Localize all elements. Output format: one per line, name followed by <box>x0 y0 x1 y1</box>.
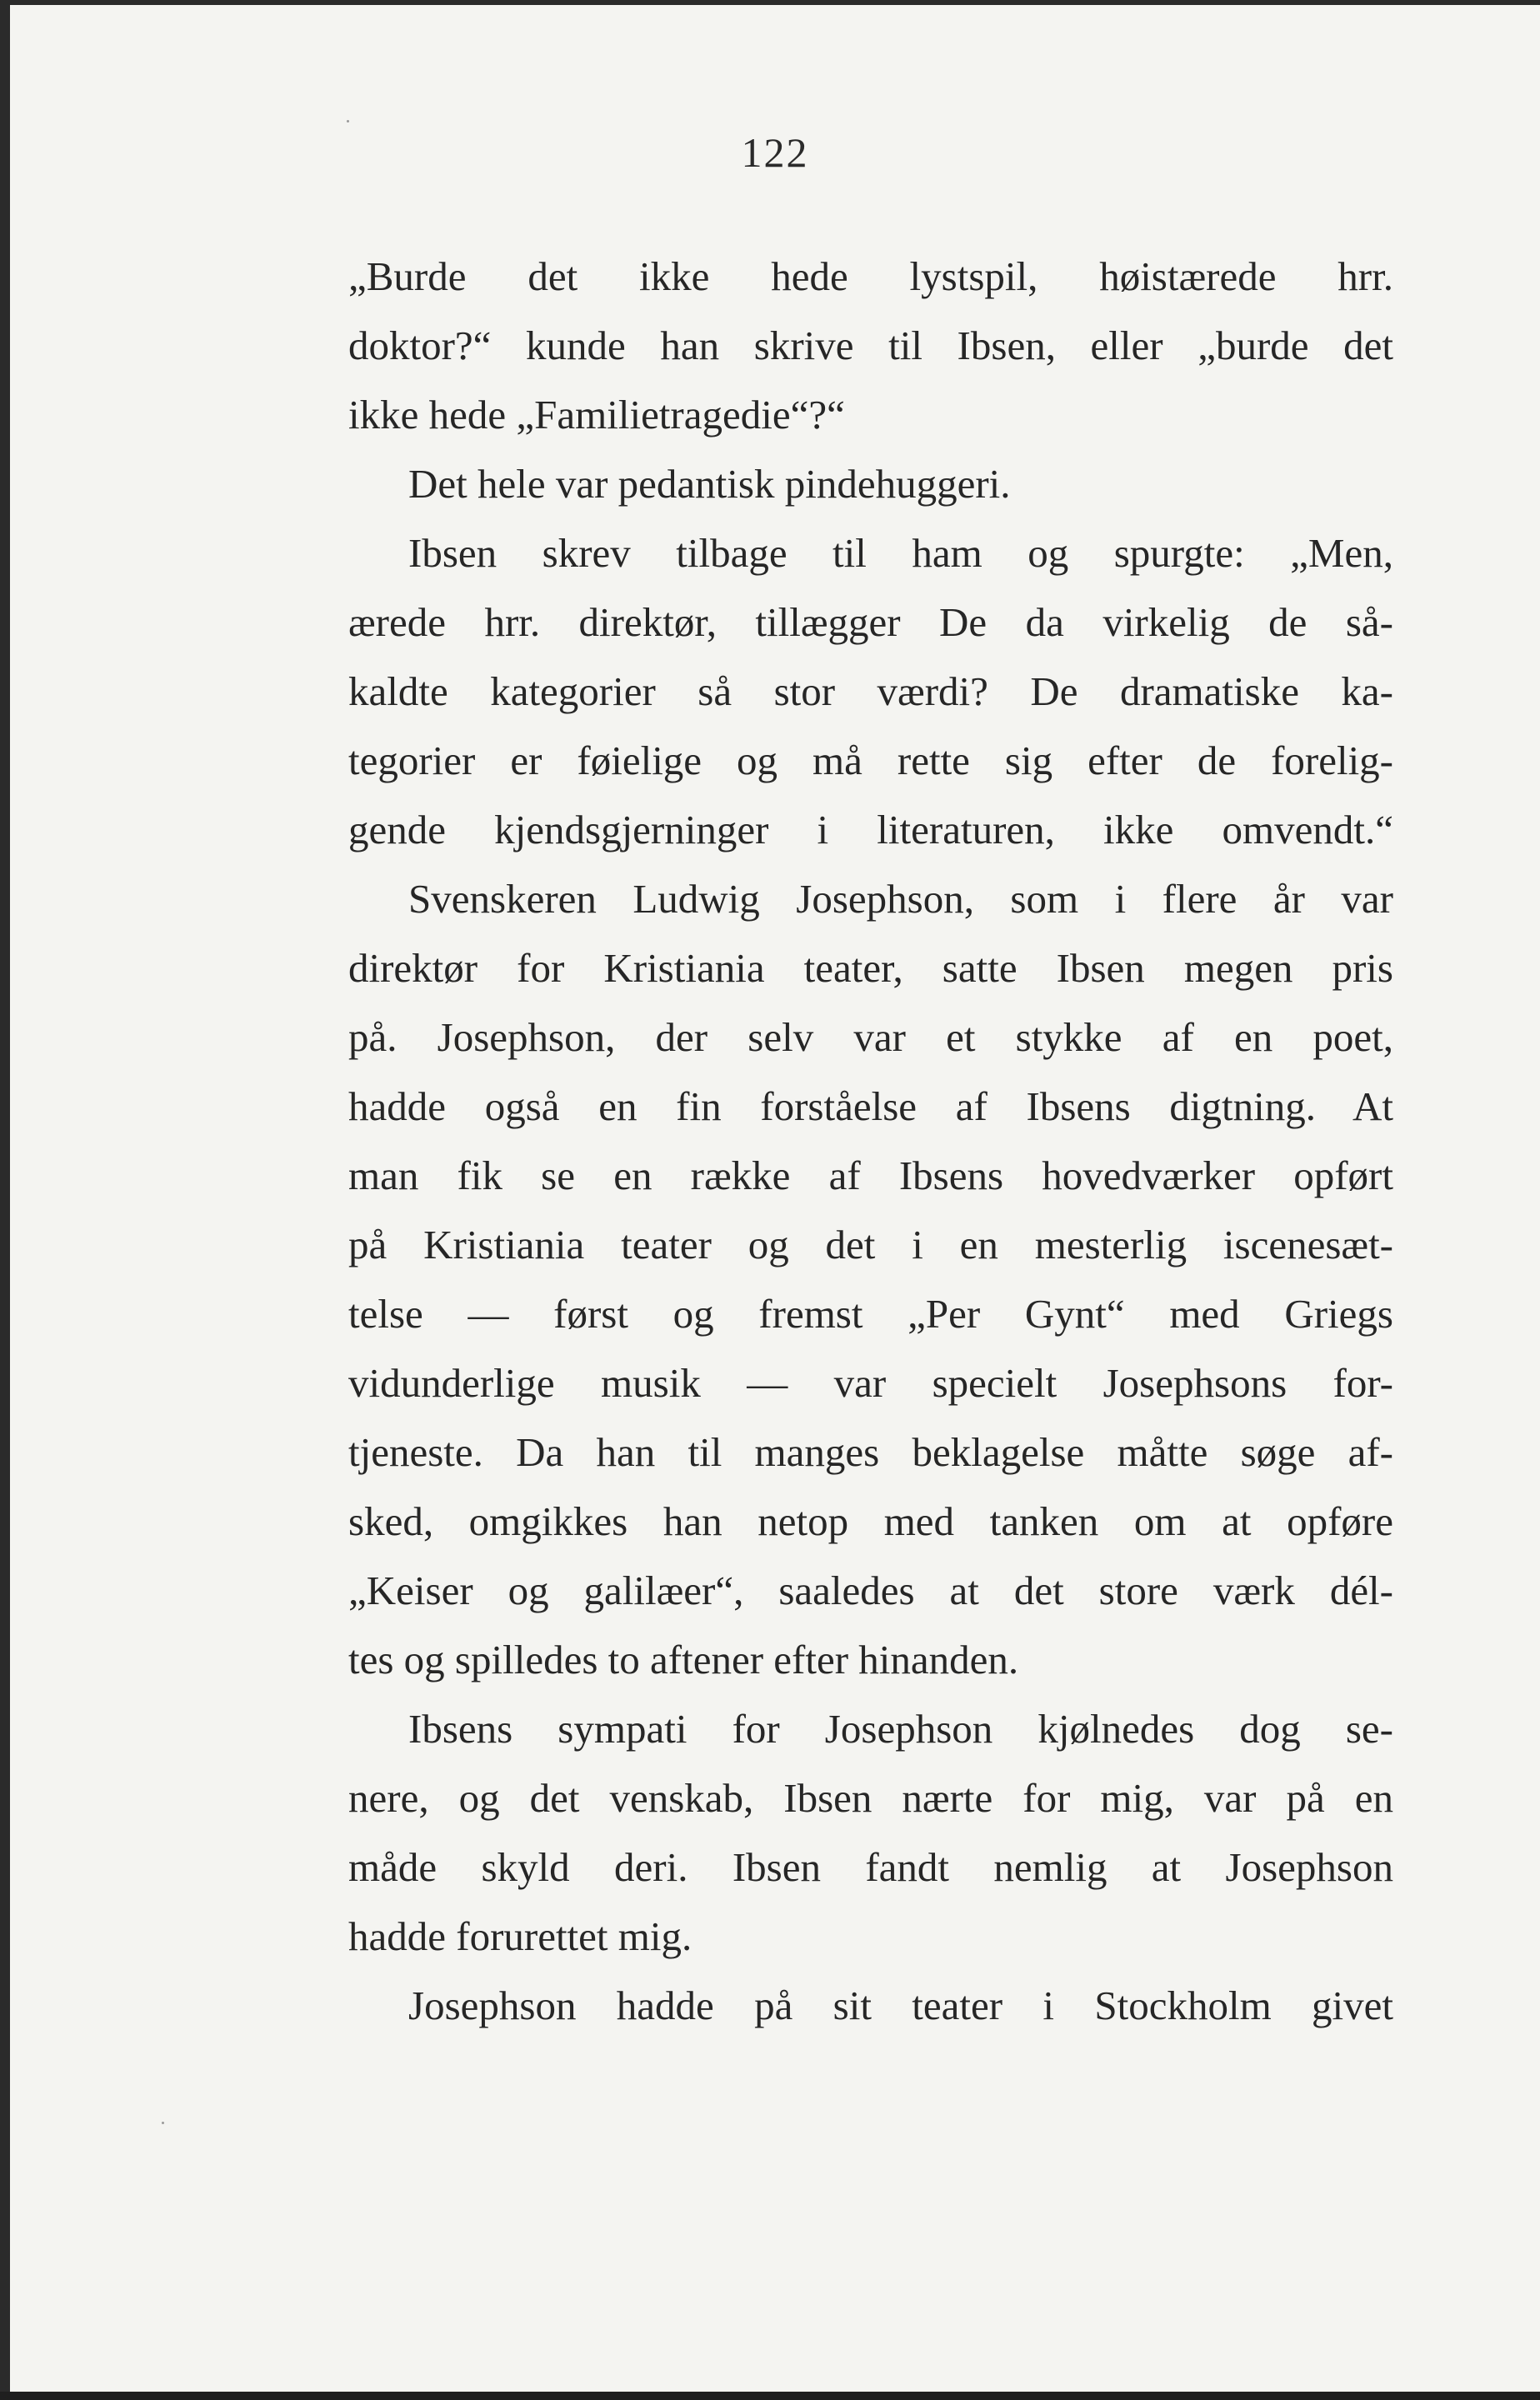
text-line: Ibsens sympati for Josephson kjølnedes dog se- <box>408 1706 1393 1752</box>
scan-border <box>0 2392 1540 2400</box>
paper-speck <box>162 2122 164 2124</box>
text-line: ikke hede „Familietragedie“?“ <box>348 392 845 438</box>
text-line: måde skyld deri. Ibsen fandt nemlig at Josephson <box>348 1844 1393 1890</box>
text-line: nere, og det venskab, Ibsen nærte for mig, var på en <box>348 1775 1393 1821</box>
text-line: vidunderlige musik — var specielt Josephsons for- <box>348 1360 1393 1406</box>
text-line: telse — først og fremst „Per Gynt“ med Griegs <box>348 1291 1393 1337</box>
text-line: Det hele var pedantisk pindehuggeri. <box>408 461 1011 507</box>
text-line: man fik se en række af Ibsens hovedværker opført <box>348 1152 1393 1198</box>
book-page <box>10 5 1540 2393</box>
text-line: Ibsen skrev tilbage til ham og spurgte: „Men, <box>408 530 1393 576</box>
text-line: Svenskeren Ludwig Josephson, som i flere år var <box>408 876 1393 922</box>
text-line: sked, omgikkes han netop med tanken om at opføre <box>348 1498 1393 1544</box>
text-line: kaldte kategorier så stor værdi? De dramatiske ka- <box>348 668 1393 714</box>
text-line: „Keiser og galilæer“, saaledes at det store værk dél- <box>348 1568 1393 1613</box>
body-text <box>348 242 1393 2040</box>
text-line: hadde også en fin forståelse af Ibsens digtning. At <box>348 1083 1393 1129</box>
text-line: tes og spilledes to aftener efter hinanden. <box>348 1637 1019 1682</box>
text-line: tjeneste. Da han til manges beklagelse måtte søge af- <box>348 1429 1393 1475</box>
text-line: tegorier er føielige og må rette sig efter de forelig- <box>348 738 1393 783</box>
text-line: hadde forurettet mig. <box>348 1913 692 1959</box>
text-line: „Burde det ikke hede lystspil, høistærede hrr. <box>348 253 1393 299</box>
text-line: på Kristiania teater og det i en mesterlig iscenesæt- <box>348 1222 1393 1268</box>
paper-speck <box>347 120 349 122</box>
text-line: direktør for Kristiania teater, satte Ibsen megen pris <box>348 945 1393 991</box>
page-number: 122 <box>741 129 809 176</box>
text-line: Josephson hadde på sit teater i Stockholm givet <box>408 1982 1393 2028</box>
text-line: på. Josephson, der selv var et stykke af en poet, <box>348 1014 1393 1060</box>
text-line: gende kjendsgjerninger i literaturen, ikke omvendt.“ <box>348 807 1393 852</box>
text-line: ærede hrr. direktør, tillægger De da virkelig de så- <box>348 599 1393 645</box>
text-line: doktor?“ kunde han skrive til Ibsen, eller „burde det <box>348 322 1393 368</box>
